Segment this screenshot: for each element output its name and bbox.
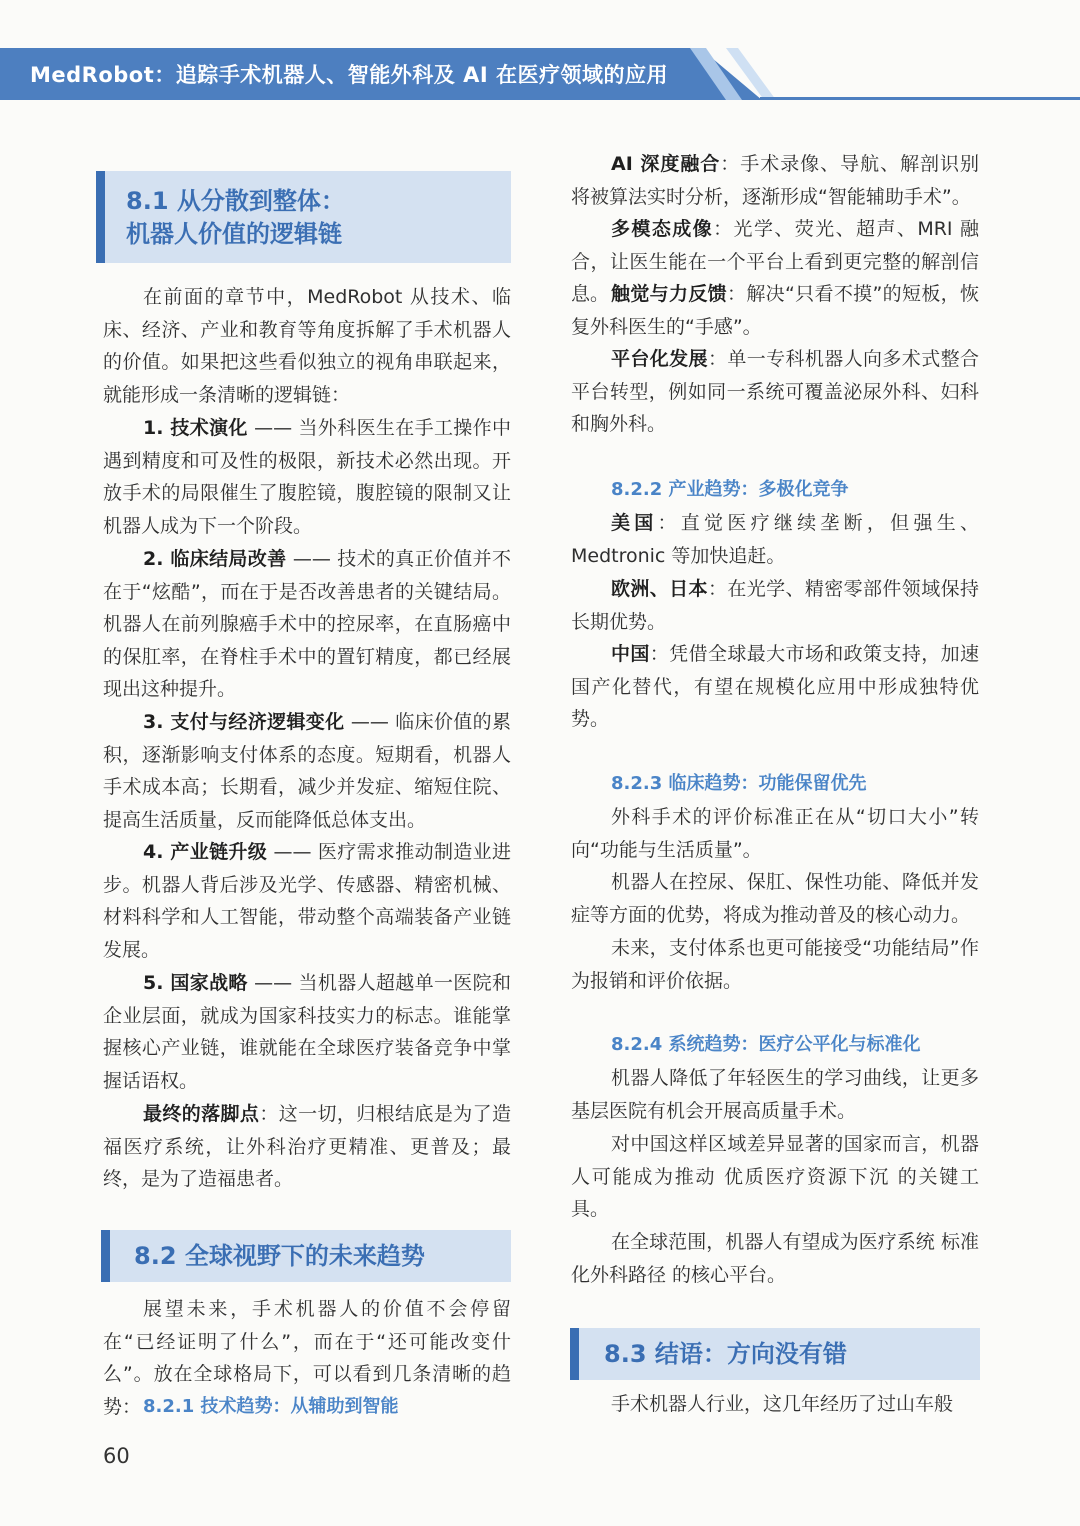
logic-item-2 [103,543,511,706]
logic-item-2-label: 2. 临床结局改善 [143,548,287,570]
tech-trend-platform [571,343,979,441]
logic-item-4-text: —— 医疗需求推动制造业进步。机器人背后涉及光学、传感器、精密机械、材料科学和人工智能，带动整个高端装备产业链发展。 [103,841,511,961]
subsection-8-2-1-heading: 8.2.1 技术趋势：从辅助到智能 [143,1396,399,1417]
tech-trend-imaging-label: 多模态成像 [611,218,714,240]
header-rule [760,97,1080,100]
logic-item-5 [103,967,511,1097]
intro-paragraph: 在前面的章节中，MedRobot 从技术、临床、经济、产业和教育等角度拆解了手术机器人的价值。如果把这些看似独立的视角串联起来，就能形成一条清晰的逻辑链： [103,286,511,406]
tech-trend-ai-label: AI 深度融合 [611,153,721,175]
tech-trend-haptics-label: 触觉与力反馈 [611,283,727,305]
tech-trend-platform-label: 平台化发展 [611,348,708,370]
industry-eu-japan-text: ：在光学、精密零部件领域保持长期优势。 [571,578,979,633]
industry-eu-japan-label: 欧洲、日本 [611,578,708,600]
system-paragraph-1: 机器人降低了年轻医生的学习曲线，让更多基层医院有机会开展高质量手术。 [571,1067,979,1122]
clinical-paragraph-3: 未来，支付体系也更可能接受“功能结局”作为报销和评价依据。 [571,937,979,992]
clinical-paragraph-2: 机器人在控尿、保肛、保性功能、降低并发症等方面的优势，将成为推动普及的核心动力。 [571,871,979,926]
final-point-label: 最终的落脚点 [143,1103,260,1125]
final-point-paragraph [103,1098,511,1196]
tech-trend-ai [571,148,979,213]
section-8-3-heading-box [570,1328,980,1380]
conclusion-paragraph: 手术机器人行业，这几年经历了过山车般 [611,1393,954,1415]
subsection-8-2-2-heading: 8.2.2 产业趋势：多极化竞争 [611,479,849,500]
section-8-3-title: 8.3 结语：方向没有错 [604,1340,847,1368]
industry-usa-label: 美国 [611,512,658,534]
logic-item-1-text: —— 当外科医生在手工操作中遇到精度和可及性的极限，新技术必然出现。开放手术的局限催生了腹腔镜，腹腔镜的限制又让机器人成为下一个阶段。 [103,417,511,537]
section-accent-bar [96,171,105,263]
logic-item-4-label: 4. 产业链升级 [143,841,268,863]
tech-trend-imaging-text: ：光学、荧光、超声、MRI 融合，让医生能在一个平台上看到更完整的解剖信息。 [571,218,979,306]
clinical-paragraph-1: 外科手术的评价标准正在从“切口大小”转向“功能与生活质量”。 [571,806,979,861]
logic-item-5-text: —— 当机器人超越单一医院和企业层面，就成为国家科技实力的标志。谁能掌握核心产业链，谁就能在全球医疗装备竞争中掌握话语权。 [103,972,511,1092]
tech-trend-haptics-text: ：解决“只看不摸”的短板，恢复外科医生的“手感”。 [571,283,979,338]
page-number: 60 [103,1444,130,1468]
section-8-1-title-line1: 8.1 从分散到整体： [126,187,345,215]
section-8-2-title: 8.2 全球视野下的未来趋势 [134,1242,425,1270]
tech-trend-haptics [571,278,979,343]
industry-china-text: ：凭借全球最大市场和政策支持，加速国产化替代，有望在规模化应用中形成独特优势。 [571,643,979,731]
section-8-1-title-line2: 机器人价值的逻辑链 [126,220,342,248]
running-header-title: MedRobot：追踪手术机器人、智能外科及 AI 在医疗领域的应用 [30,63,668,87]
section-accent-bar [570,1328,579,1380]
logic-item-3-text: —— 临床价值的累积，逐渐影响支付体系的态度。短期看，机器人手术成本高；长期看，减少并发症、缩短住院、提高生活质量，反而能降低总体支出。 [103,711,511,831]
industry-china [571,638,979,736]
system-paragraph-2: 对中国这样区域差异显著的国家而言，机器人可能成为推动 优质医疗资源下沉 的关键工具。 [571,1133,979,1221]
logic-item-3-label: 3. 支付与经济逻辑变化 [143,711,345,733]
logic-item-3 [103,706,511,836]
industry-usa [571,507,979,572]
section-8-2-heading-box [101,1230,511,1282]
subsection-8-2-4-heading: 8.2.4 系统趋势：医疗公平化与标准化 [611,1034,921,1055]
logic-item-2-text: —— 技术的真正价值并不在于“炫酷”，而在于是否改善患者的关键结局。机器人在前列腺癌手术中的控尿率，在直肠癌中的保肛率，在脊柱手术中的置钉精度，都已经展现出这种提升。 [103,548,511,701]
industry-china-label: 中国 [611,643,650,665]
logic-item-1-label: 1. 技术演化 [143,417,248,439]
logic-item-1 [103,412,511,542]
subsection-8-2-3-heading: 8.2.3 临床趋势：功能保留优先 [611,773,867,794]
tech-trend-platform-text: ：单一专科机器人向多术式整合平台转型，例如同一系统可覆盖泌尿外科、妇科和胸外科。 [571,348,979,436]
outlook-paragraph: 展望未来，手术机器人的价值不会停留在“已经证明了什么”，而在于“还可能改变什么”。放在全球格局下，可以看到几条清晰的趋势： [103,1298,511,1418]
section-8-1-heading-box [96,171,511,263]
system-paragraph-3: 在全球范围，机器人有望成为医疗系统 标准化外科路径 的核心平台。 [571,1231,979,1286]
industry-usa-text: ：直觉医疗继续垄断，但强生、Medtronic 等加快追赶。 [571,512,979,567]
final-point-text: ：这一切，归根结底是为了造福医疗系统，让外科治疗更精准、更普及；最终，是为了造福患者。 [103,1103,511,1191]
logic-item-4 [103,836,511,966]
tech-trend-ai-text: ：手术录像、导航、解剖识别将被算法实时分析，逐渐形成“智能辅助手术”。 [571,153,979,208]
logic-item-5-label: 5. 国家战略 [143,972,248,994]
industry-eu-japan [571,573,979,638]
section-accent-bar [101,1230,110,1282]
